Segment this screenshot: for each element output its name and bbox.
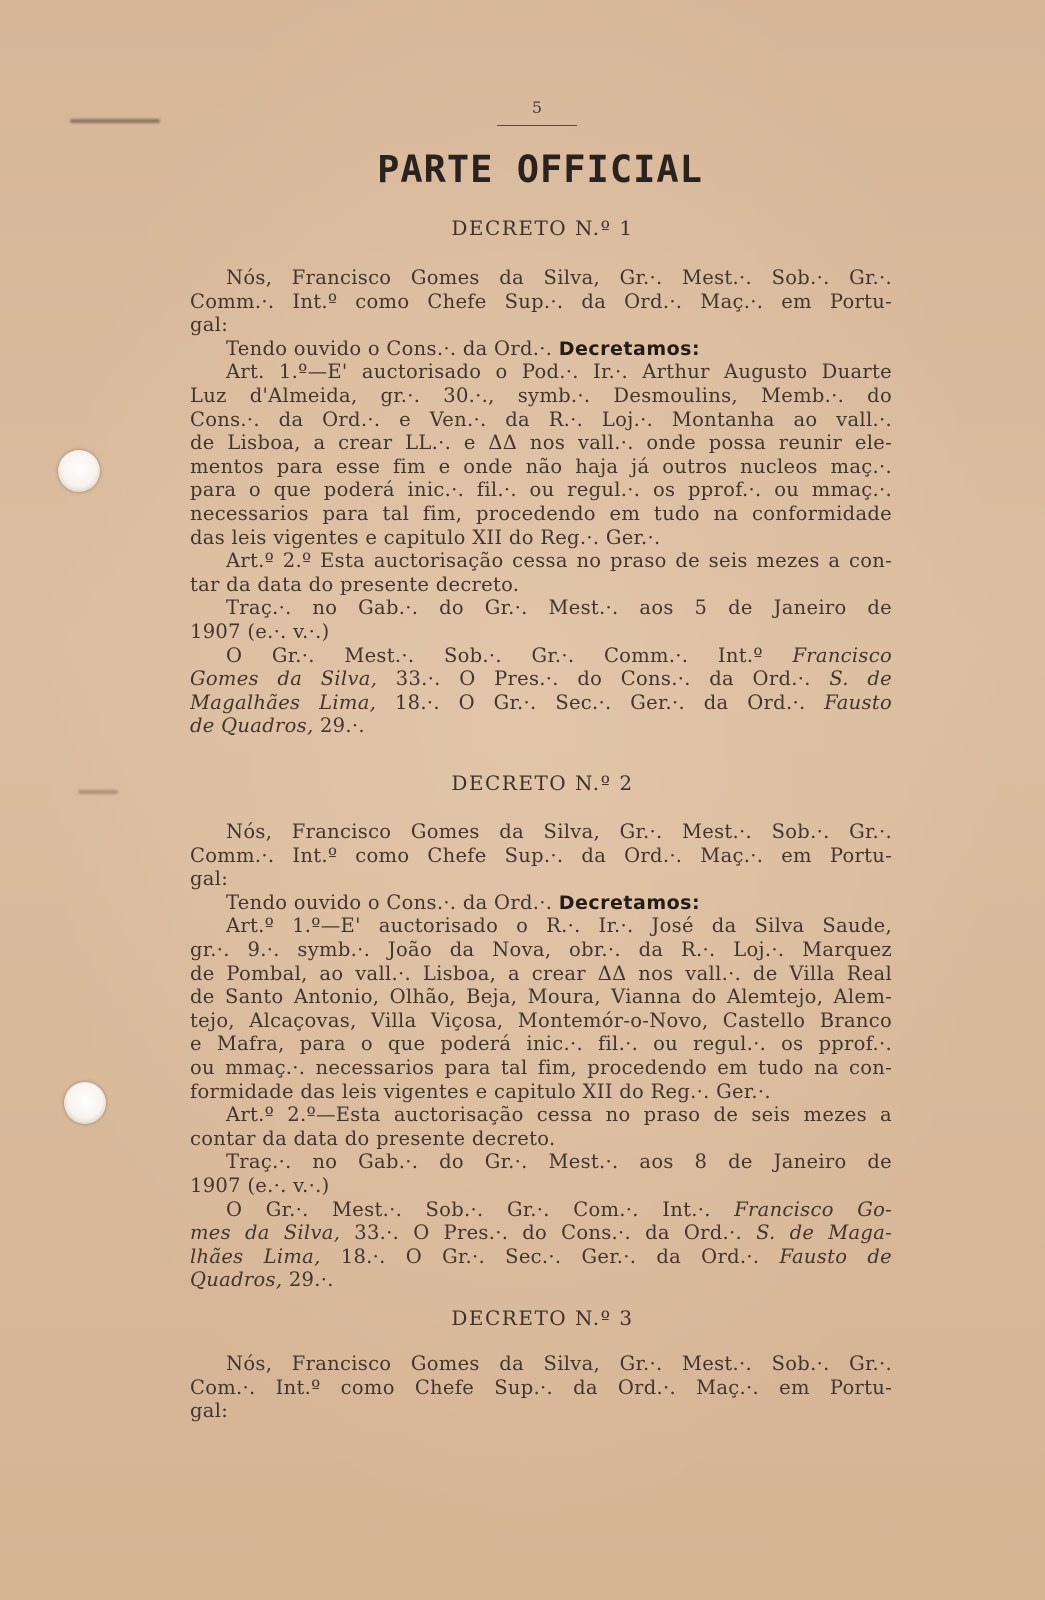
line-text: ou mmaç.·. necessarios para tal fim, procedendo em tudo na con- [190,1055,892,1079]
line-text: Art.º 1.º—E' auctorisado o R.·. Ir.·. José da Silva Saude, [226,914,892,938]
text-line [190,313,892,337]
text-line [190,1056,892,1080]
italic-name: Francisco [792,643,892,667]
line-text: 1907 (e.·. v.·.) [190,1173,330,1197]
line-text: Comm.·. Int.º como Chefe Sup.·. da Ord.·. Maç.·. em Portu- [190,289,892,313]
italic-name: Magalhães Lima, [190,690,395,714]
line-text: 33.·. O Pres.·. do Cons.·. da Ord.·. [395,667,811,691]
decretamos-label: Decretamos: [558,891,701,914]
text-line [190,337,892,361]
line-text: 29.·. [288,1268,334,1292]
italic-name: Fausto [824,690,892,714]
line-text: Cons.·. da Ord.·. e Ven.·. da R.·. Loj.·. Montanha ao vall.·. [190,407,892,431]
line-text: Art. 1.º—E' auctorisado o Pod.·. Ir.·. Arthur Augusto Duarte [226,360,892,384]
line-text: Tendo ouvido o Cons.·. da Ord.·. [226,890,553,914]
text-line [190,526,892,550]
line-text: Nós, Francisco Gomes da Silva, Gr.·. Mest.·. Sob.·. Gr.·. [226,266,892,289]
ink-smudge [70,119,160,123]
italic-name: mes da Silva, [190,1221,355,1245]
decretamos-label: Decretamos: [558,337,701,360]
italic-name: Francisco Go- [734,1197,892,1221]
text-line [190,384,892,408]
text-line [190,820,892,844]
text-line [190,1127,892,1151]
line-text: Comm.·. Int.º como Chefe Sup.·. da Ord.·. Maç.·. em Portu- [190,843,892,867]
line-text: 18.·. O Gr.·. Sec.·. Ger.·. da Ord.·. [394,690,806,714]
text-line [190,431,892,455]
line-text: gal: [190,1399,229,1423]
line-text: gr.·. 9.·. symb.·. João da Nova, obr.·. da R.·. Loj.·. Marquez [190,937,892,961]
text-line [190,1399,892,1423]
italic-name: S. de Maga- [756,1221,892,1245]
text-line [190,290,892,314]
text-line [190,408,892,432]
text-line [190,644,892,668]
text-line [190,1198,892,1222]
decree-title: DECRETO N.º 3 [451,1306,634,1330]
line-text: gal: [190,867,229,891]
text-line [190,1221,892,1245]
line-text: O Gr.·. Mest.·. Sob.·. Gr.·. Com.·. Int.·. [226,1197,711,1221]
text-line [190,620,892,644]
line-text: necessarios para tal fim, procedendo em tudo na conformidade [190,501,892,525]
line-text: de Santo Antonio, Olhão, Beja, Moura, Vianna do Alemtejo, Alem- [190,985,892,1009]
text-line [190,985,892,1009]
decree-body [190,266,892,738]
line-text: e Mafra, para o que poderá inic.·. fil.·. ou regul.·. os pprof.·. [190,1032,892,1056]
line-text: das leis vigentes e capitulo XII do Reg.·. Ger.·. [190,525,661,549]
line-text: gal: [190,313,229,337]
line-text: O Gr.·. Mest.·. Sob.·. Gr.·. Comm.·. Int.º [226,643,763,667]
text-line [190,1103,892,1127]
line-text: Art.º 2.º Esta auctorisação cessa no praso de seis mezes a con- [226,549,892,573]
text-line [190,1352,892,1376]
text-line [190,1009,892,1033]
text-line [190,455,892,479]
text-line [190,938,892,962]
text-line [190,478,892,502]
line-text: Com.·. Int.º como Chefe Sup.·. da Ord.·. Maç.·. em Portu- [190,1375,892,1399]
decree-body [190,820,892,1292]
text-line [190,1245,892,1269]
line-text: Nós, Francisco Gomes da Silva, Gr.·. Mest.·. Sob.·. Gr.·. [226,820,892,843]
line-text: mentos para esse fim e onde não haja já outros nucleos maç.·. [190,454,892,478]
decree-body [190,1352,892,1423]
line-text: formidade das leis vigentes e capitulo XII do Reg.·. Ger.·. [190,1079,771,1103]
text-line [190,549,892,573]
punch-hole [58,450,100,492]
punch-hole [64,1082,106,1124]
text-line [190,962,892,986]
line-text: tar da data do presente decreto. [190,572,520,596]
line-text: Luz d'Almeida, gr.·. 30.·., symb.·. Desmoulins, Memb.·. do [190,383,892,407]
text-line [190,667,892,691]
italic-name: S. de [829,667,892,691]
text-line [190,914,892,938]
italic-name: Fausto de [779,1244,892,1268]
italic-name: lhães Lima, [190,1244,341,1268]
text-line [190,1080,892,1104]
line-text: tejo, Alcaçovas, Villa Viçosa, Montemór-o-Novo, Castello Branco [190,1008,892,1032]
line-text: para o que poderá inic.·. fil.·. ou regul.·. os pprof.·. ou mmaç.·. [190,478,892,502]
text-line [190,891,892,915]
line-text: 29.·. [319,714,365,738]
line-text: 1907 (e.·. v.·.) [190,619,330,643]
line-text: de Lisboa, a crear LL.·. e ΔΔ nos vall.·. onde possa reunir ele- [190,431,892,455]
decree-title: DECRETO N.º 1 [451,216,634,240]
text-line [190,502,892,526]
line-text: Traç.·. no Gab.·. do Gr.·. Mest.·. aos 8 de Janeiro de [226,1150,892,1174]
text-line [190,1268,892,1292]
line-text: 33.·. O Pres.·. do Cons.·. da Ord.·. [354,1221,743,1245]
line-text: Nós, Francisco Gomes da Silva, Gr.·. Mest.·. Sob.·. Gr.·. [226,1352,892,1375]
italic-name: Gomes da Silva, [190,667,396,691]
line-text: 18.·. O Gr.·. Sec.·. Ger.·. da Ord.·. [340,1244,760,1268]
text-line [190,1150,892,1174]
text-line [190,867,892,891]
italic-name: de Quadros, [190,714,320,738]
text-line [190,691,892,715]
text-line [190,596,892,620]
text-line [190,1032,892,1056]
text-line [190,573,892,597]
line-text: Art.º 2.º—Esta auctorisação cessa no praso de seis mezes a [226,1103,892,1127]
page-heading: PARTE OFFICIAL [377,148,703,191]
line-text: contar da data do presente decreto. [190,1126,556,1150]
text-line [190,1376,892,1400]
text-line [190,360,892,384]
page-number: 5 [531,98,543,117]
decree-title: DECRETO N.º 2 [451,771,634,795]
text-line [190,266,892,290]
line-text: Traç.·. no Gab.·. do Gr.·. Mest.·. aos 5 de Janeiro de [226,596,892,620]
text-line [190,714,892,738]
text-line [190,844,892,868]
text-line [190,1174,892,1198]
page-number-rule [497,125,577,126]
line-text: Tendo ouvido o Cons.·. da Ord.·. [226,336,553,360]
italic-name: Quadros, [190,1268,289,1292]
line-text: de Pombal, ao vall.·. Lisboa, a crear ΔΔ nos vall.·. de Villa Real [190,961,892,985]
